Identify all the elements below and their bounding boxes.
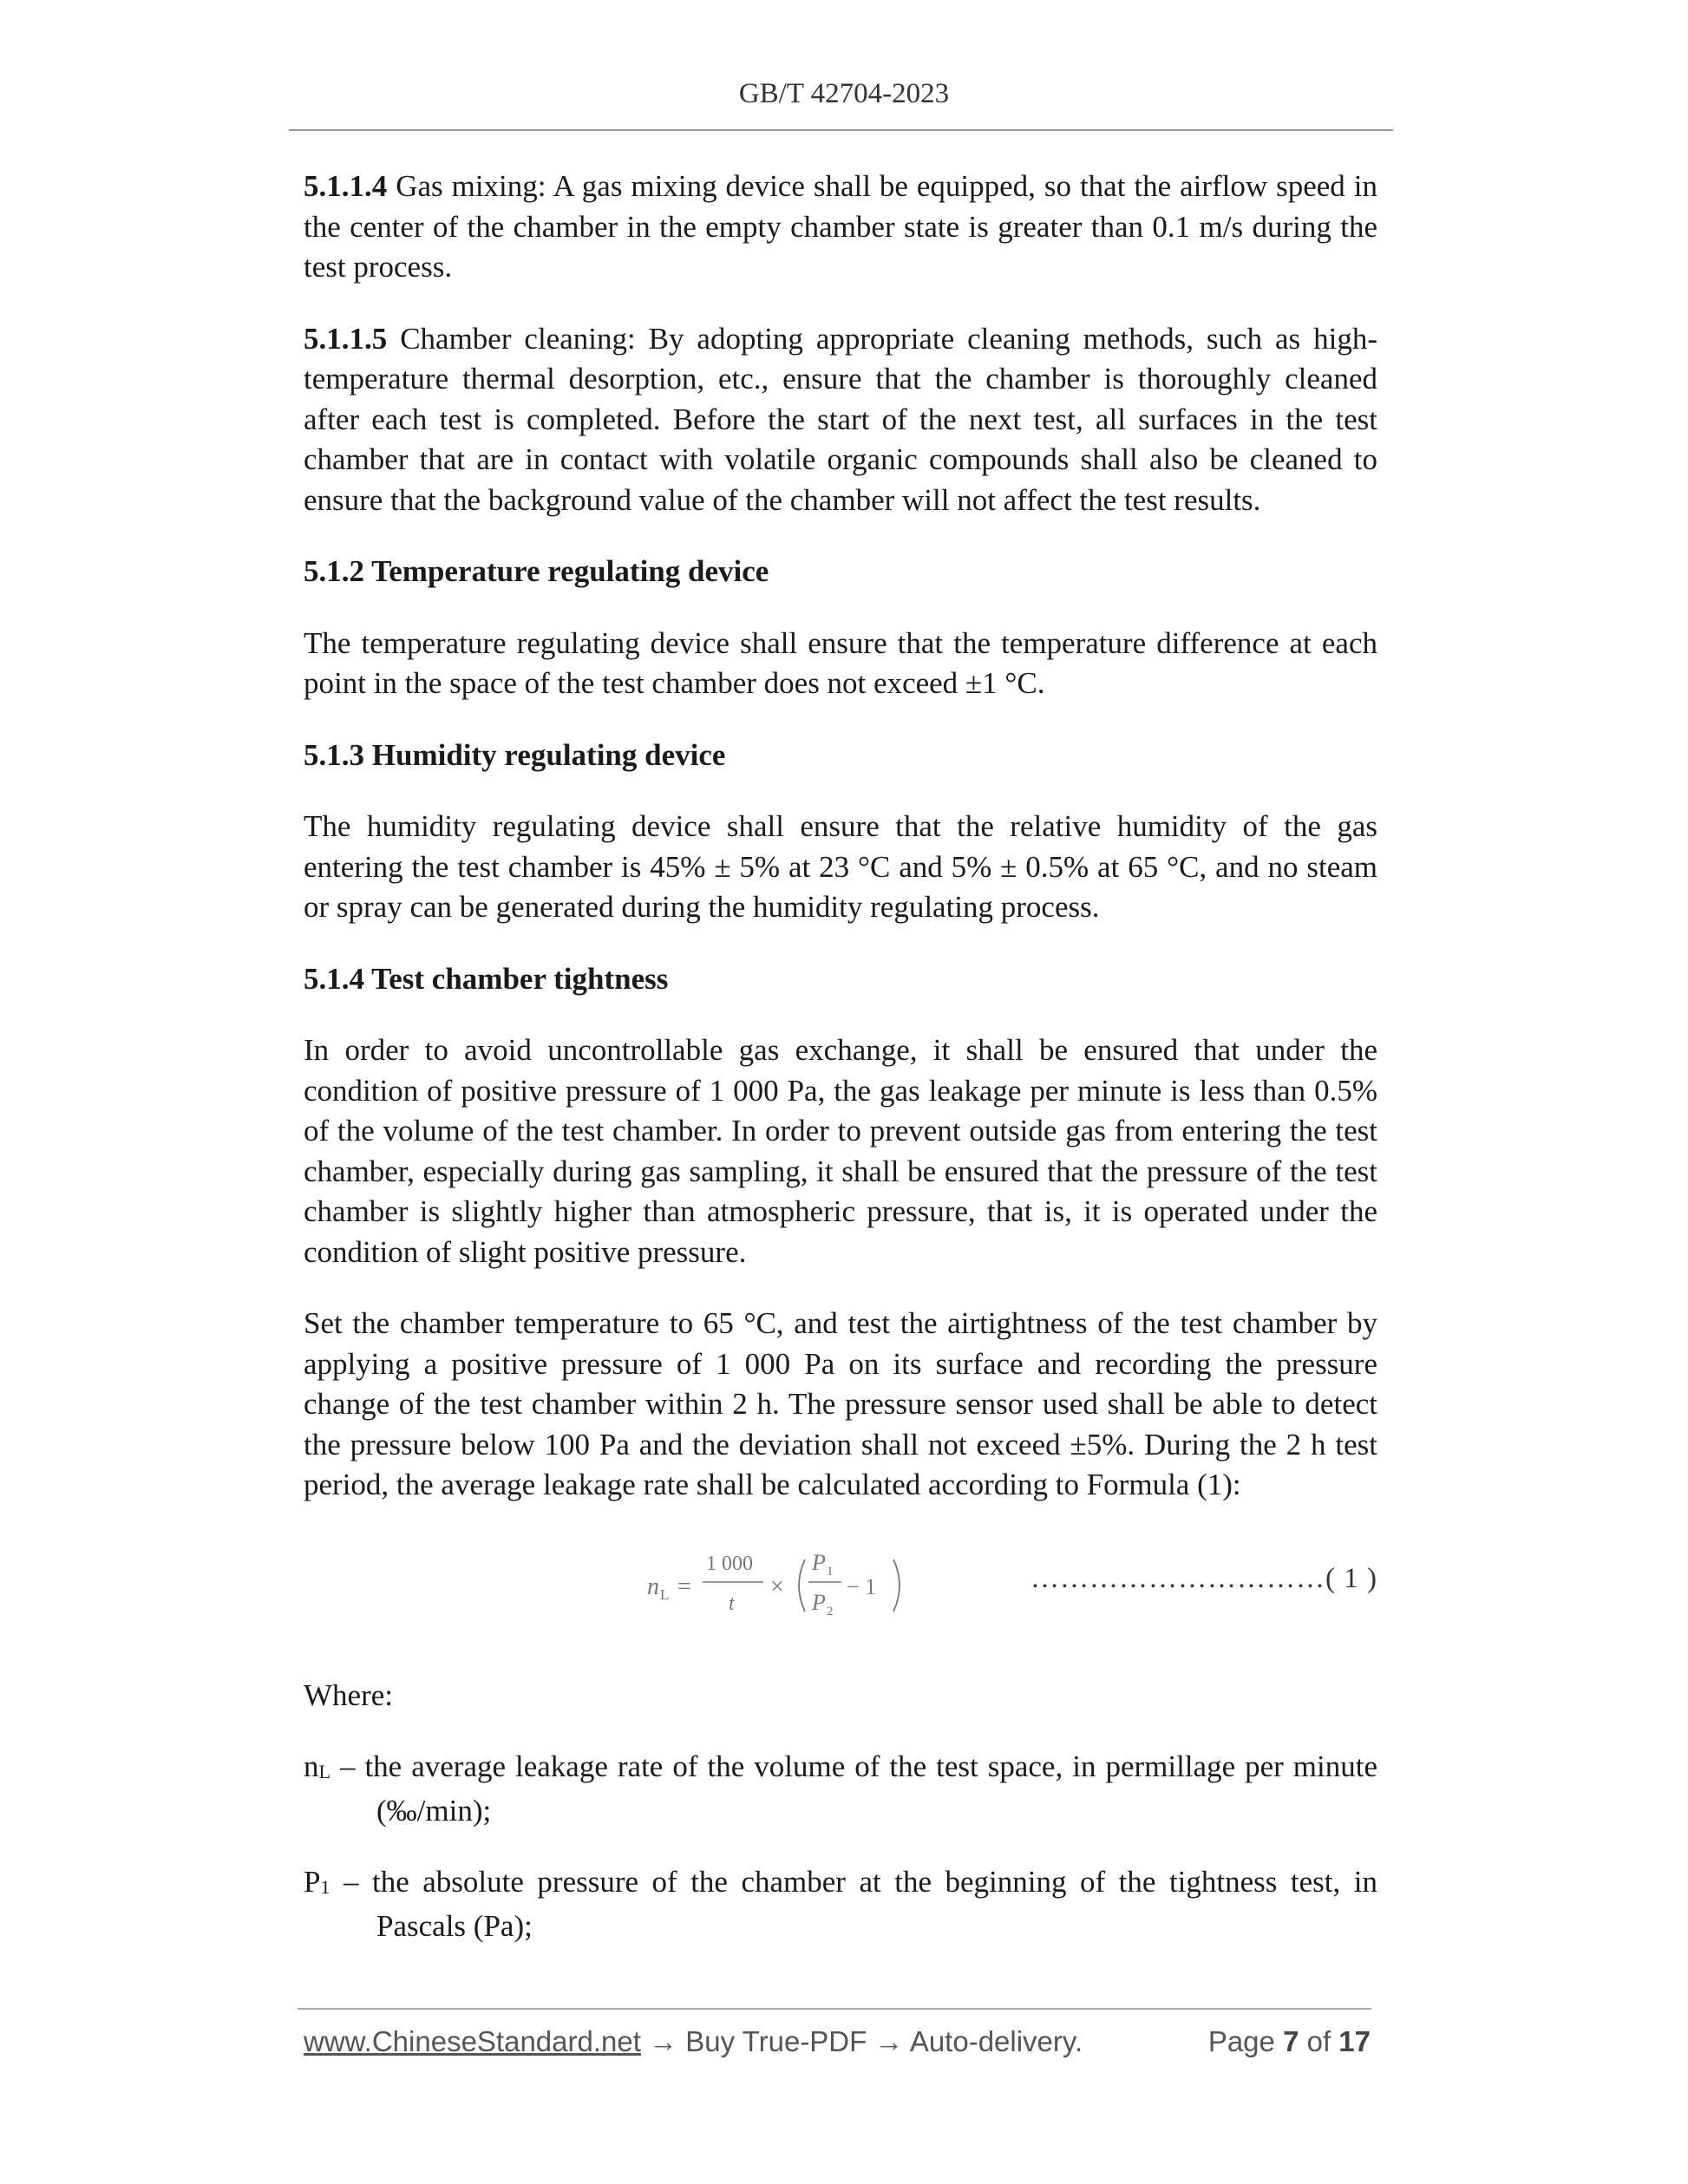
page-indicator (1208, 2025, 1371, 2058)
footer-divider (298, 2008, 1371, 2010)
clause-5-1-4-text-b: Set the chamber temperature to 65 °C, and test the airtightness of the test chamber by applying a positive pressure of 1 000 Pa on its surface and recording the pressure change of the test chamber within 2 h. The pressure sensor used shall be able to detect the pressure below 100 Pa and the deviation shall not exceed ±5%. During the 2 h test period, the average leakage rate shall be calculated according to Formula (1): (304, 1306, 1377, 1501)
where-label: Where: (304, 1677, 393, 1712)
document-code-header: GB/T 42704-2023 (738, 78, 950, 109)
heading-5-1-3: 5.1.3 Humidity regulating device (304, 737, 726, 772)
formula-p1: P (812, 1549, 826, 1575)
header-divider (289, 129, 1393, 131)
definition-subscript: L (318, 1761, 330, 1782)
definition-subscript: 1 (320, 1876, 330, 1898)
page-footer (304, 2025, 1371, 2069)
formula-1 (304, 1537, 1377, 1632)
clause-text: Gas mixing: A gas mixing device shall be equipped, so that the airflow speed in the center of the chamber in the empty chamber state is greater than 0.1 m/s during the test process. (304, 169, 1377, 284)
clause-5-1-1-4 (304, 167, 1377, 288)
definition-symbol: n (304, 1749, 319, 1783)
footer-promo-text: → Buy True-PDF → Auto-delivery. (640, 2025, 1083, 2057)
definition-text: – the absolute pressure of the chamber at the beginning of the tightness test, in Pascals (Pa); (330, 1865, 1377, 1943)
clause-number: 5.1.1.5 (304, 321, 388, 356)
heading-5-1-2: 5.1.2 Temperature regulating device (304, 554, 769, 588)
page-body (304, 167, 1377, 1978)
definition-p1 (304, 1862, 1377, 1946)
formula-equals: = (677, 1573, 691, 1600)
leakage-rate-formula (647, 1537, 925, 1632)
formula-p2-sub: 2 (827, 1604, 834, 1618)
clause-number: 5.1.1.4 (304, 169, 388, 203)
formula-left-paren (799, 1560, 805, 1612)
definition-nl (304, 1747, 1377, 1831)
formula-denominator: t (729, 1592, 735, 1615)
formula-minus-one: − 1 (847, 1573, 877, 1599)
definition-text: – the average leakage rate of the volume of the test space, in permillage per minute (‰/min); (330, 1749, 1377, 1828)
formula-number-tag: …………………………( 1 ) (1030, 1562, 1377, 1594)
clause-5-1-3-text: The humidity regulating device shall ensure that the relative humidity of the gas entering the test chamber is 45% ± 5% at 23 °C and 5% ± 0.5% at 65 °C, and no steam or spray can be generated during the humidity regulating process. (304, 809, 1377, 924)
chinesestandard-link[interactable]: www.ChineseStandard.net (304, 2025, 641, 2057)
footer-promo (304, 2025, 1083, 2058)
page-total: 17 (1338, 2025, 1371, 2057)
clause-5-1-4-text-a: In order to avoid uncontrollable gas exchange, it shall be ensured that under the condition of positive pressure of 1 000 Pa, the gas leakage per minute is less than 0.5% of the volume of the test chamber. In order to prevent outside gas from entering the test chamber, especially during gas sampling, it shall be ensured that the pressure of the test chamber is slightly higher than atmospheric pressure, that is, it is operated under the condition of slight positive pressure. (304, 1033, 1377, 1269)
formula-p1-sub: 1 (827, 1564, 834, 1579)
definition-symbol: P (304, 1865, 321, 1899)
page-label: Page (1207, 2025, 1284, 2057)
of-label: of (1299, 2025, 1339, 2057)
formula-times: × (770, 1573, 784, 1600)
heading-5-1-4: 5.1.4 Test chamber tightness (304, 961, 669, 996)
formula-right-paren (893, 1560, 900, 1612)
clause-5-1-1-5 (304, 319, 1377, 521)
formula-lhs: n (647, 1573, 659, 1600)
formula-lhs-sub: L (660, 1586, 670, 1603)
clause-5-1-2-text: The temperature regulating device shall ensure that the temperature difference at each point in the space of the test chamber does not exceed ±1 °C. (304, 625, 1377, 700)
clause-text: Chamber cleaning: By adopting appropriate cleaning methods, such as high-temperature thermal desorption, etc., ensure that the chamber is thoroughly cleaned after each test is completed. Before the start of the next test, all surfaces in the test chamber that are in contact with volatile organic compounds shall also be cleaned to ensure that the background value of the chamber will not affect the test results. (304, 321, 1377, 517)
formula-p2: P (812, 1589, 826, 1615)
formula-numerator: 1 000 (706, 1552, 753, 1575)
page-number: 7 (1283, 2025, 1299, 2057)
